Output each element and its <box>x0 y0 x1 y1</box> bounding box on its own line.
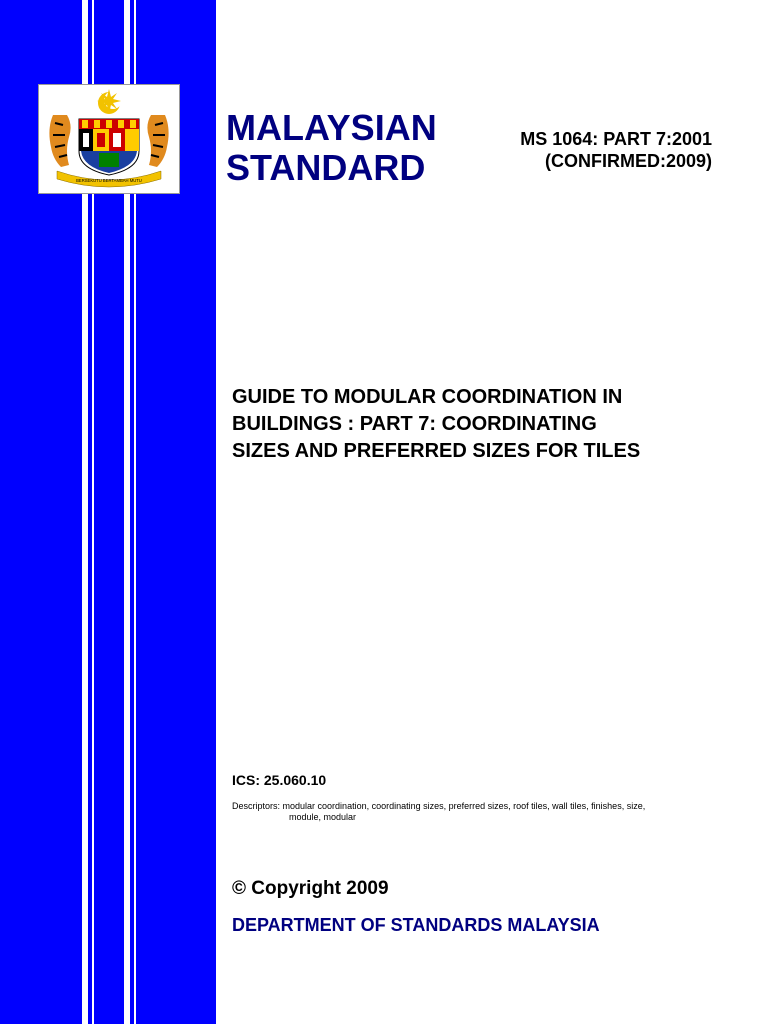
svg-text:BERSEKUTU BERTAMBAH MUTU: BERSEKUTU BERTAMBAH MUTU <box>76 178 142 183</box>
department-name: DEPARTMENT OF STANDARDS MALAYSIA <box>232 915 600 935</box>
document-title-line: BUILDINGS : PART 7: COORDINATING <box>232 413 597 435</box>
descriptors-label: Descriptors: <box>232 801 281 811</box>
ms-number: MS 1064: PART 7:2001 <box>520 129 712 149</box>
document-title-line: SIZES AND PREFERRED SIZES FOR TILES <box>232 440 641 462</box>
standard-number <box>490 128 712 172</box>
descriptors-text: module, modular <box>289 812 357 822</box>
copyright-notice: © Copyright 2009 <box>232 878 389 899</box>
title-line: STANDARD <box>226 147 426 188</box>
descriptors <box>232 801 732 823</box>
document-title <box>232 384 732 465</box>
standard-title <box>226 108 437 188</box>
coat-of-arms-emblem <box>38 84 180 194</box>
confirmed-year: (CONFIRMED:2009) <box>544 151 712 171</box>
title-line: MALAYSIAN <box>226 107 437 148</box>
malaysia-coat-of-arms-icon <box>39 85 179 193</box>
descriptors-text: modular coordination, coordinating sizes, preferred sizes, roof tiles, wall tiles, finishes, size, <box>282 801 646 811</box>
document-title-line: GUIDE TO MODULAR COORDINATION IN <box>232 386 623 408</box>
ics-code: ICS: 25.060.10 <box>232 772 327 788</box>
